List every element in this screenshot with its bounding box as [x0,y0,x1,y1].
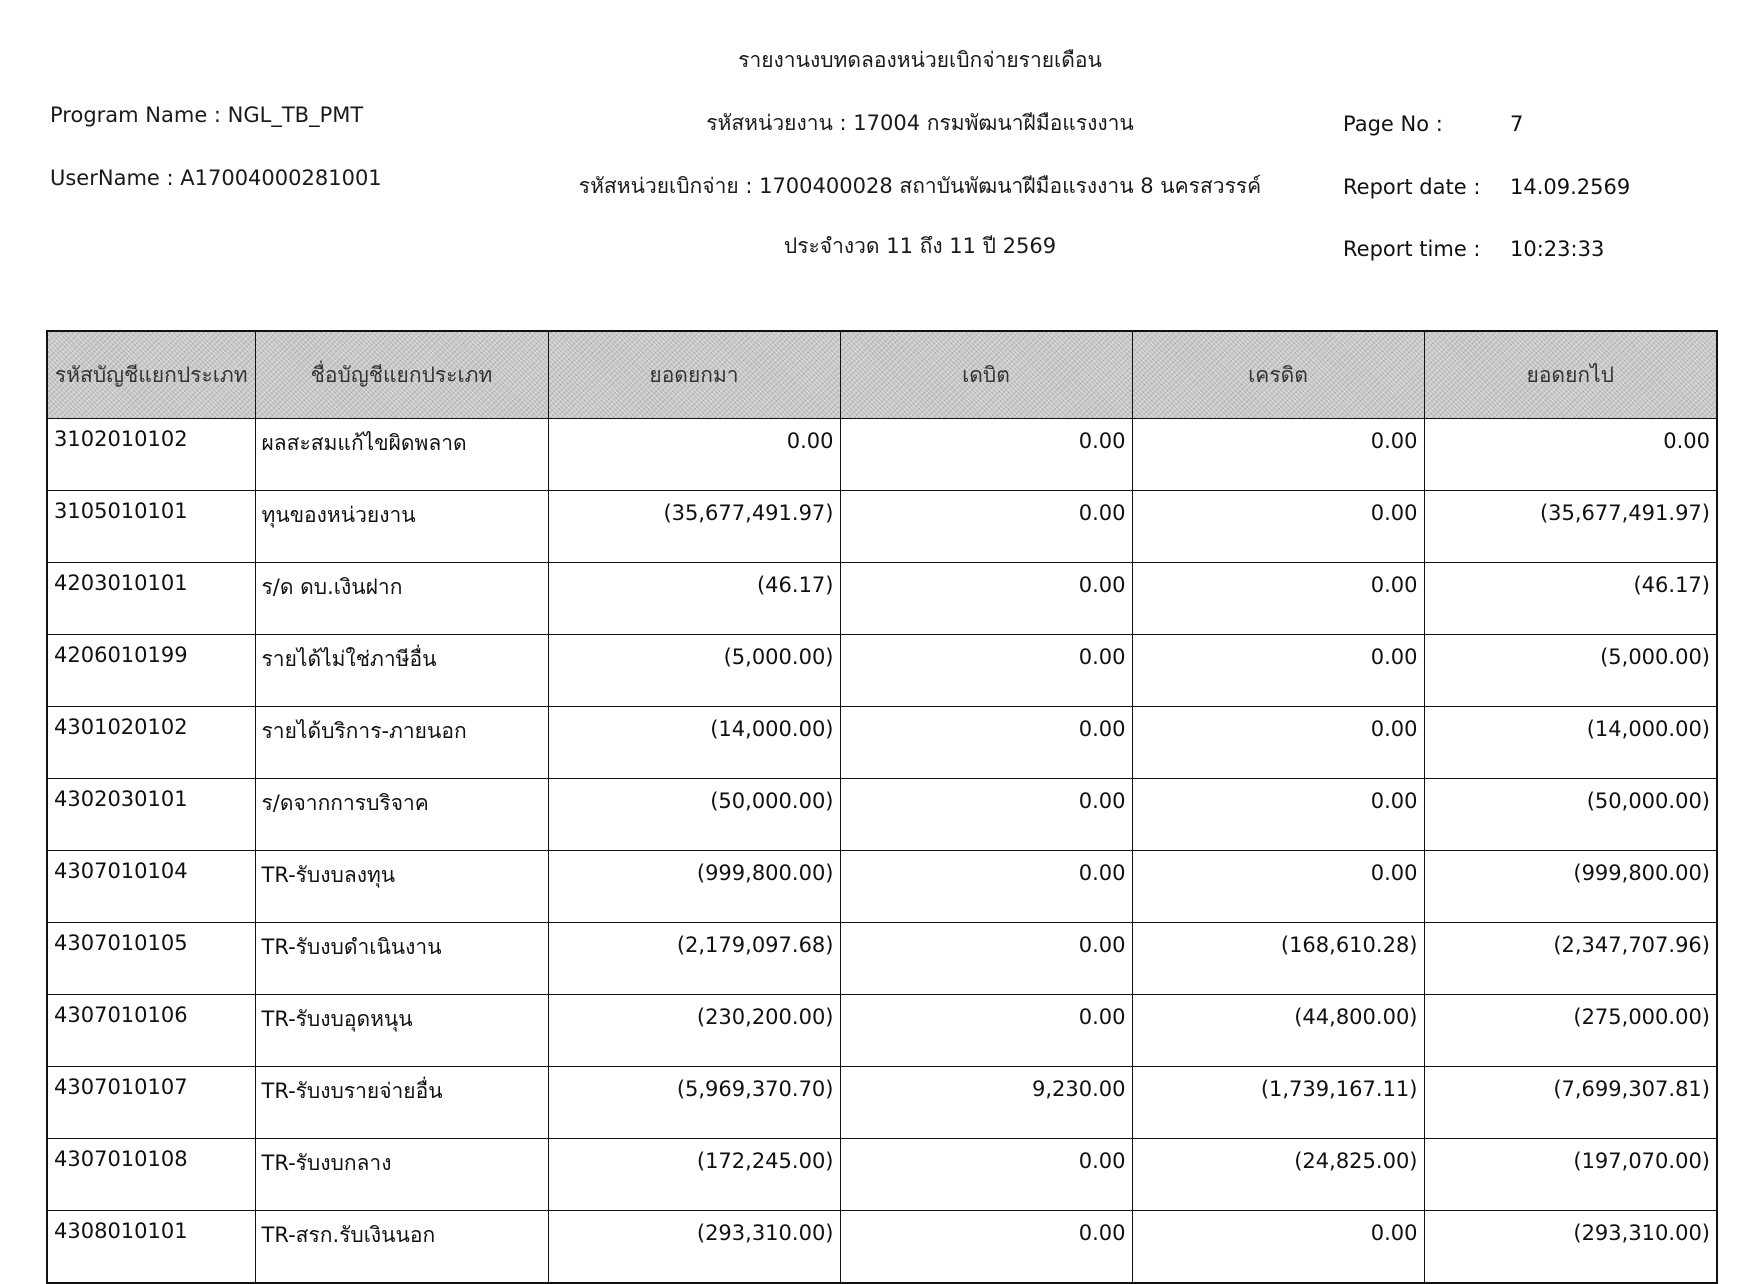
carried-forward-cell: (293,310.00) [1424,1211,1717,1284]
header-row [47,331,1717,419]
brought-forward-cell: (46.17) [548,563,840,635]
table-header [47,331,1717,419]
account-code-cell: 3102010102 [47,419,255,491]
debit-cell: 0.00 [840,563,1132,635]
carried-forward-cell: (5,000.00) [1424,635,1717,707]
debit-cell: 0.00 [840,491,1132,563]
debit-cell: 0.00 [840,1211,1132,1284]
carried-forward-cell: (999,800.00) [1424,851,1717,923]
debit-cell: 0.00 [840,923,1132,995]
report-date-label: Report date : [1343,175,1481,199]
credit-cell: 0.00 [1132,419,1424,491]
account-code-cell: 4307010108 [47,1139,255,1211]
table-row [47,1067,1717,1139]
debit-cell: 0.00 [840,707,1132,779]
account-code-cell: 4302030101 [47,779,255,851]
trial-balance-table [46,330,1718,1284]
account-code-cell: 4206010199 [47,635,255,707]
table-row [47,491,1717,563]
account-code-cell: 4307010106 [47,995,255,1067]
debit-cell: 0.00 [840,635,1132,707]
carried-forward-cell: (2,347,707.96) [1424,923,1717,995]
credit-cell: 0.00 [1132,851,1424,923]
account-name-cell: รายได้ไม่ใช่ภาษีอื่น [255,635,548,707]
report-title: รายงานงบทดลองหน่วยเบิกจ่ายรายเดือน [738,48,1102,72]
table-row [47,563,1717,635]
credit-cell: 0.00 [1132,635,1424,707]
brought-forward-cell: (230,200.00) [548,995,840,1067]
account-code-cell: 4307010104 [47,851,255,923]
debit-cell: 0.00 [840,419,1132,491]
carried-forward-cell: (35,677,491.97) [1424,491,1717,563]
table-row [47,851,1717,923]
brought-forward-cell: (5,000.00) [548,635,840,707]
account-name-cell: รายได้บริการ-ภายนอก [255,707,548,779]
carried-forward-cell: 0.00 [1424,419,1717,491]
col-header-credit: เครดิต [1132,331,1424,419]
program-name: Program Name : NGL_TB_PMT [50,103,364,127]
report-time-label: Report time : [1343,237,1481,261]
credit-cell: (1,739,167.11) [1132,1067,1424,1139]
debit-cell: 0.00 [840,779,1132,851]
user-name: UserName : A17004000281001 [50,166,382,190]
debit-cell: 9,230.00 [840,1067,1132,1139]
brought-forward-cell: (50,000.00) [548,779,840,851]
carried-forward-cell: (275,000.00) [1424,995,1717,1067]
period-line: ประจำงวด 11 ถึง 11 ปี 2569 [783,234,1057,258]
credit-cell: 0.00 [1132,707,1424,779]
credit-cell: 0.00 [1132,563,1424,635]
carried-forward-cell: (46.17) [1424,563,1717,635]
table-row [47,1139,1717,1211]
account-name-cell: ผลสะสมแก้ไขผิดพลาด [255,419,548,491]
table-row [47,419,1717,491]
account-code-cell: 4301020102 [47,707,255,779]
debit-cell: 0.00 [840,851,1132,923]
account-code-cell: 4308010101 [47,1211,255,1284]
credit-cell: 0.00 [1132,1211,1424,1284]
brought-forward-cell: 0.00 [548,419,840,491]
carried-forward-cell: (14,000.00) [1424,707,1717,779]
brought-forward-cell: (172,245.00) [548,1139,840,1211]
col-header-carried-forward: ยอดยกไป [1424,331,1717,419]
credit-cell: (44,800.00) [1132,995,1424,1067]
table-row [47,635,1717,707]
table-row [47,707,1717,779]
account-name-cell: ทุนของหน่วยงาน [255,491,548,563]
account-name-cell: TR-รับงบกลาง [255,1139,548,1211]
brought-forward-cell: (35,677,491.97) [548,491,840,563]
credit-cell: 0.00 [1132,491,1424,563]
account-name-cell: ร/ด ดบ.เงินฝาก [255,563,548,635]
account-name-cell: TR-รับงบดำเนินงาน [255,923,548,995]
table-row [47,779,1717,851]
credit-cell: (24,825.00) [1132,1139,1424,1211]
account-code-cell: 4203010101 [47,563,255,635]
account-code-cell: 4307010105 [47,923,255,995]
table-body [47,419,1717,1284]
col-header-brought-forward: ยอดยกมา [548,331,840,419]
table-row [47,1211,1717,1284]
brought-forward-cell: (293,310.00) [548,1211,840,1284]
carried-forward-cell: (197,070.00) [1424,1139,1717,1211]
carried-forward-cell: (7,699,307.81) [1424,1067,1717,1139]
report-time-value: 10:23:33 [1510,237,1605,261]
table-row [47,923,1717,995]
debit-cell: 0.00 [840,1139,1132,1211]
brought-forward-cell: (14,000.00) [548,707,840,779]
report-date-value: 14.09.2569 [1510,175,1631,199]
account-name-cell: TR-รับงบรายจ่ายอื่น [255,1067,548,1139]
brought-forward-cell: (2,179,097.68) [548,923,840,995]
account-name-cell: TR-รับงบอุดหนุน [255,995,548,1067]
account-name-cell: ร/ดจากการบริจาค [255,779,548,851]
account-name-cell: TR-รับงบลงทุน [255,851,548,923]
account-code-cell: 3105010101 [47,491,255,563]
page-no-value: 7 [1510,112,1524,136]
table-row [47,995,1717,1067]
credit-cell: (168,610.28) [1132,923,1424,995]
brought-forward-cell: (999,800.00) [548,851,840,923]
brought-forward-cell: (5,969,370.70) [548,1067,840,1139]
disbursement-unit-line: รหัสหน่วยเบิกจ่าย : 1700400028 สถาบันพัฒนาฝีมือแรงงาน 8 นครสวรรค์ [578,174,1262,198]
org-line: รหัสหน่วยงาน : 17004 กรมพัฒนาฝีมือแรงงาน [706,111,1134,135]
col-header-debit: เดบิต [840,331,1132,419]
col-header-account-name: ชื่อบัญชีแยกประเภท [255,331,548,419]
account-code-cell: 4307010107 [47,1067,255,1139]
carried-forward-cell: (50,000.00) [1424,779,1717,851]
credit-cell: 0.00 [1132,779,1424,851]
page-no-label: Page No : [1343,112,1443,136]
debit-cell: 0.00 [840,995,1132,1067]
account-name-cell: TR-สรก.รับเงินนอก [255,1211,548,1284]
col-header-account-code: รหัสบัญชีแยกประเภท [47,331,255,419]
